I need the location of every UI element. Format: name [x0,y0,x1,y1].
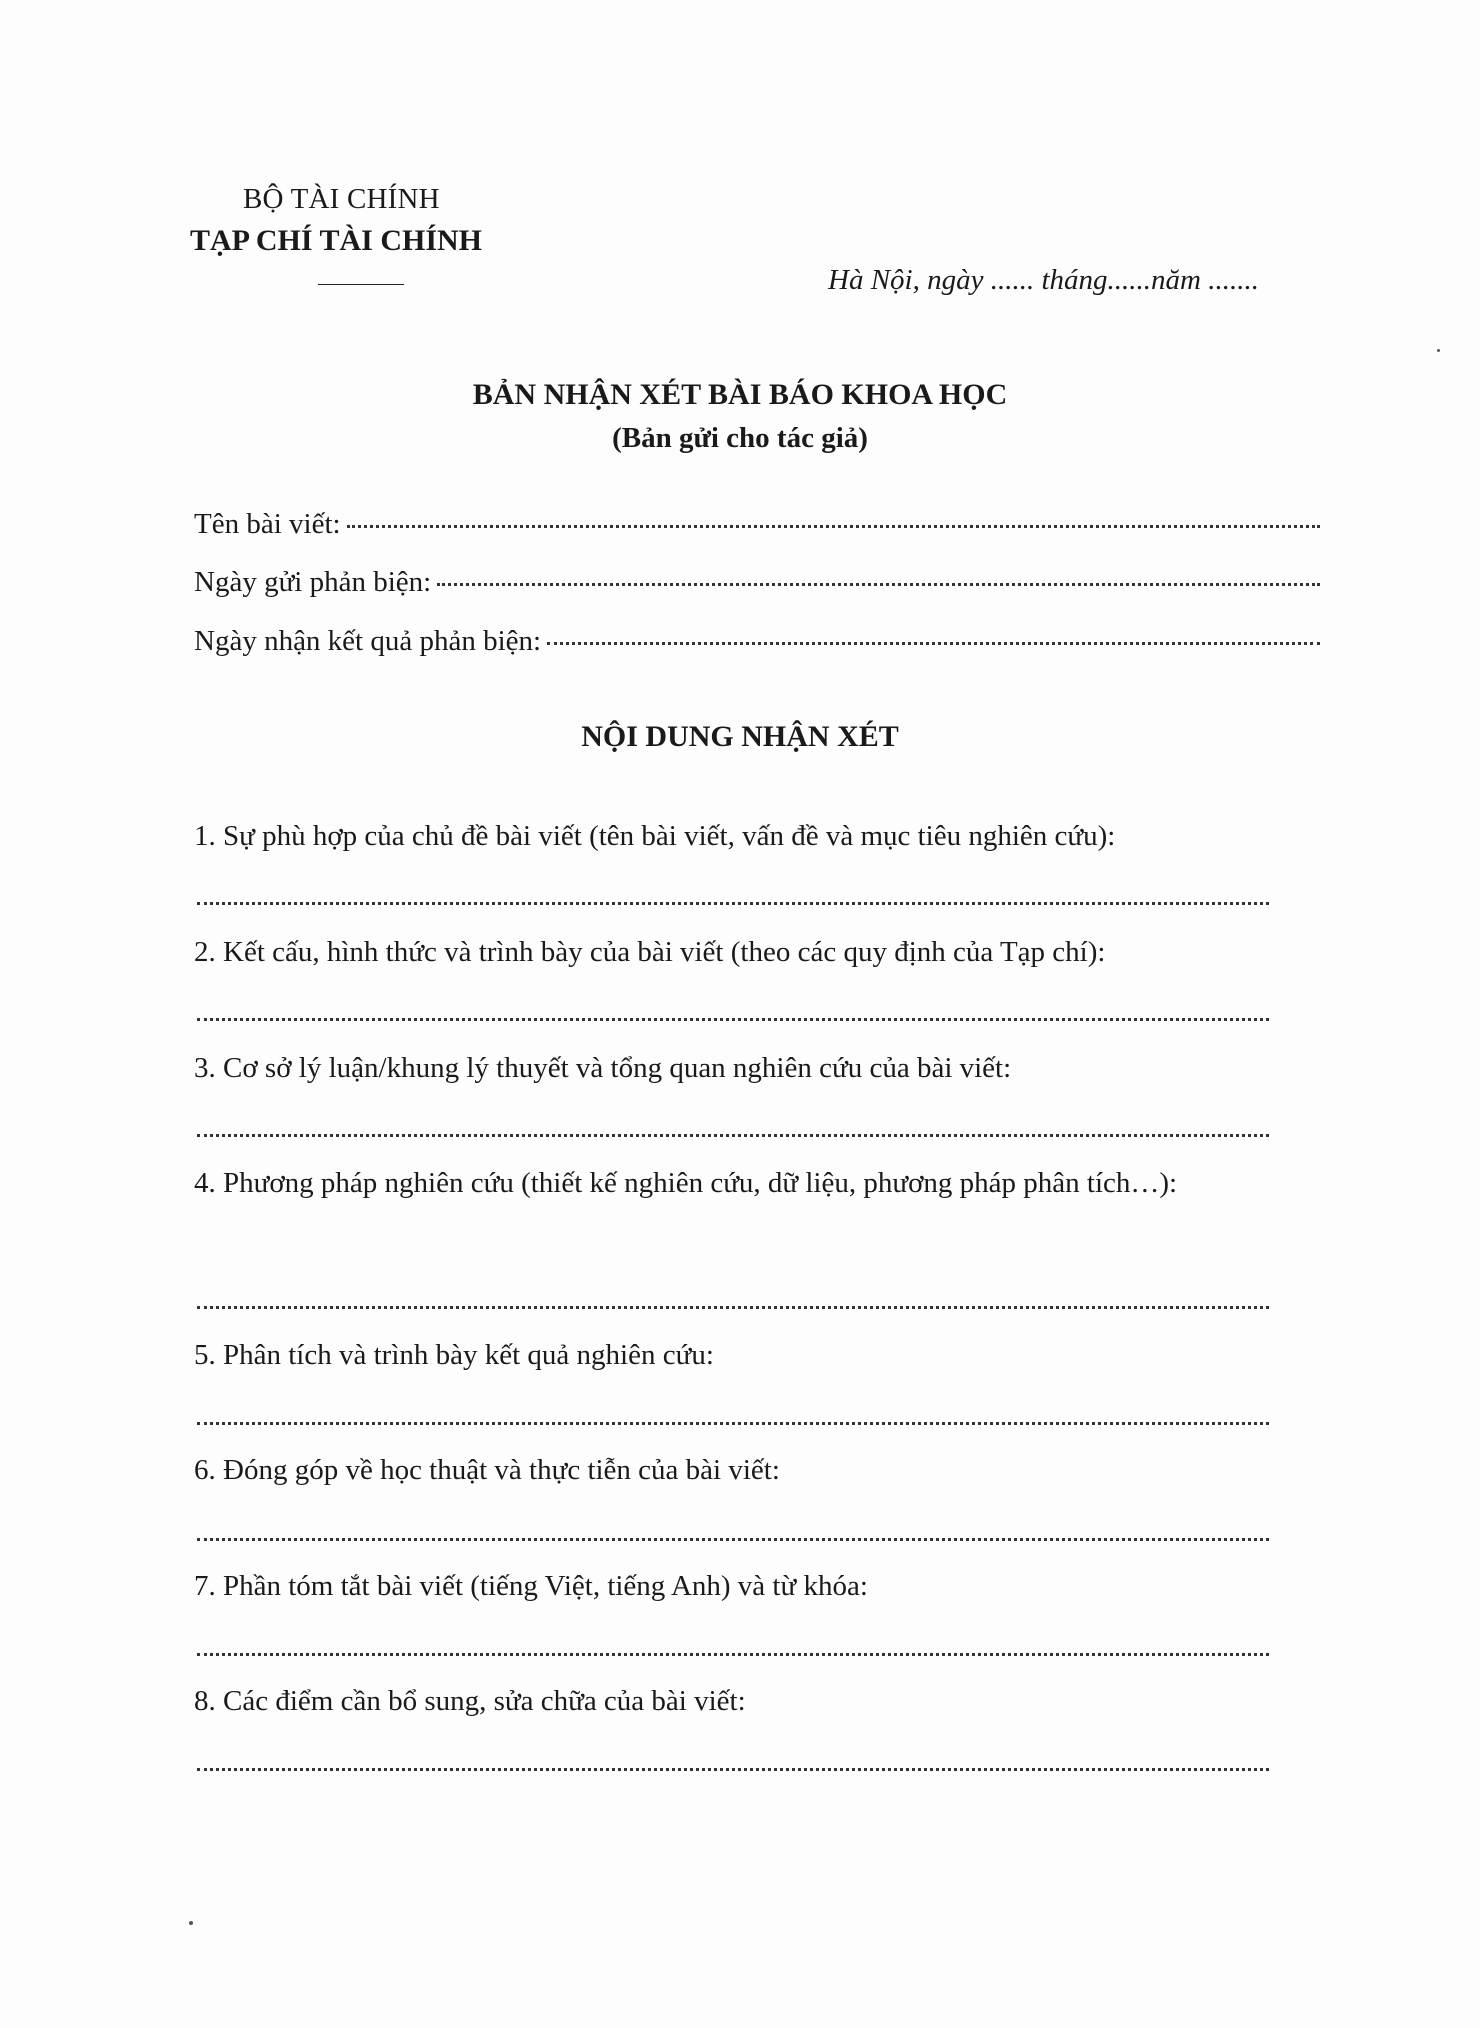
review-item-6: 6. Đóng góp về học thuật và thực tiễn của bài viết: [194,1454,780,1486]
scan-speck [1437,349,1440,352]
review-item-7: 7. Phần tóm tắt bài viết (tiếng Việt, tiếng Anh) và từ khóa: [194,1570,868,1602]
field-label: Ngày nhận kết quả phản biện: [194,625,542,657]
answer-dots-3 [197,1134,1269,1137]
header-divider [318,284,404,285]
review-item-8: 8. Các điểm cần bổ sung, sửa chữa của bài viết: [194,1685,746,1717]
field-review-sent-date [194,566,1320,599]
review-item-3: 3. Cơ sở lý luận/khung lý thuyết và tổng quan nghiên cứu của bài viết: [194,1052,1012,1084]
document-title: BẢN NHẬN XÉT BÀI BÁO KHOA HỌC [472,378,1008,411]
review-item-2: 2. Kết cấu, hình thức và trình bày của bài viết (theo các quy định của Tạp chí): [194,936,1106,968]
journal-name: TẠP CHÍ TÀI CHÍNH [190,224,483,257]
answer-dots-6 [197,1538,1269,1541]
answer-dots-5 [197,1422,1269,1425]
place-date-line: Hà Nội, ngày ...... tháng......năm ....... [828,264,1259,296]
review-item-4: 4. Phương pháp nghiên cứu (thiết kế nghiên cứu, dữ liệu, phương pháp phân tích…): [194,1167,1178,1199]
answer-dots-4 [197,1306,1269,1309]
ministry-name: BỘ TÀI CHÍNH [243,183,440,215]
review-section-heading: NỘI DUNG NHẬN XÉT [581,720,899,753]
answer-dots-2 [197,1018,1269,1021]
answer-dots-1 [197,902,1269,905]
review-item-5: 5. Phân tích và trình bày kết quả nghiên cứu: [194,1339,714,1371]
field-label: Tên bài viết: [194,508,341,540]
review-item-1: 1. Sự phù hợp của chủ đề bài viết (tên bài viết, vấn đề và mục tiêu nghiên cứu): [194,820,1116,852]
field-article-title [194,508,1320,541]
fill-in-dots [547,642,1320,645]
answer-dots-7 [197,1653,1269,1656]
fill-in-dots [437,583,1320,586]
scan-speck [189,1921,193,1925]
fill-in-dots [347,525,1320,528]
field-review-result-date [194,625,1320,658]
document-subtitle: (Bản gửi cho tác giả) [612,422,868,454]
field-label: Ngày gửi phản biện: [194,566,432,598]
answer-dots-8 [197,1768,1269,1771]
